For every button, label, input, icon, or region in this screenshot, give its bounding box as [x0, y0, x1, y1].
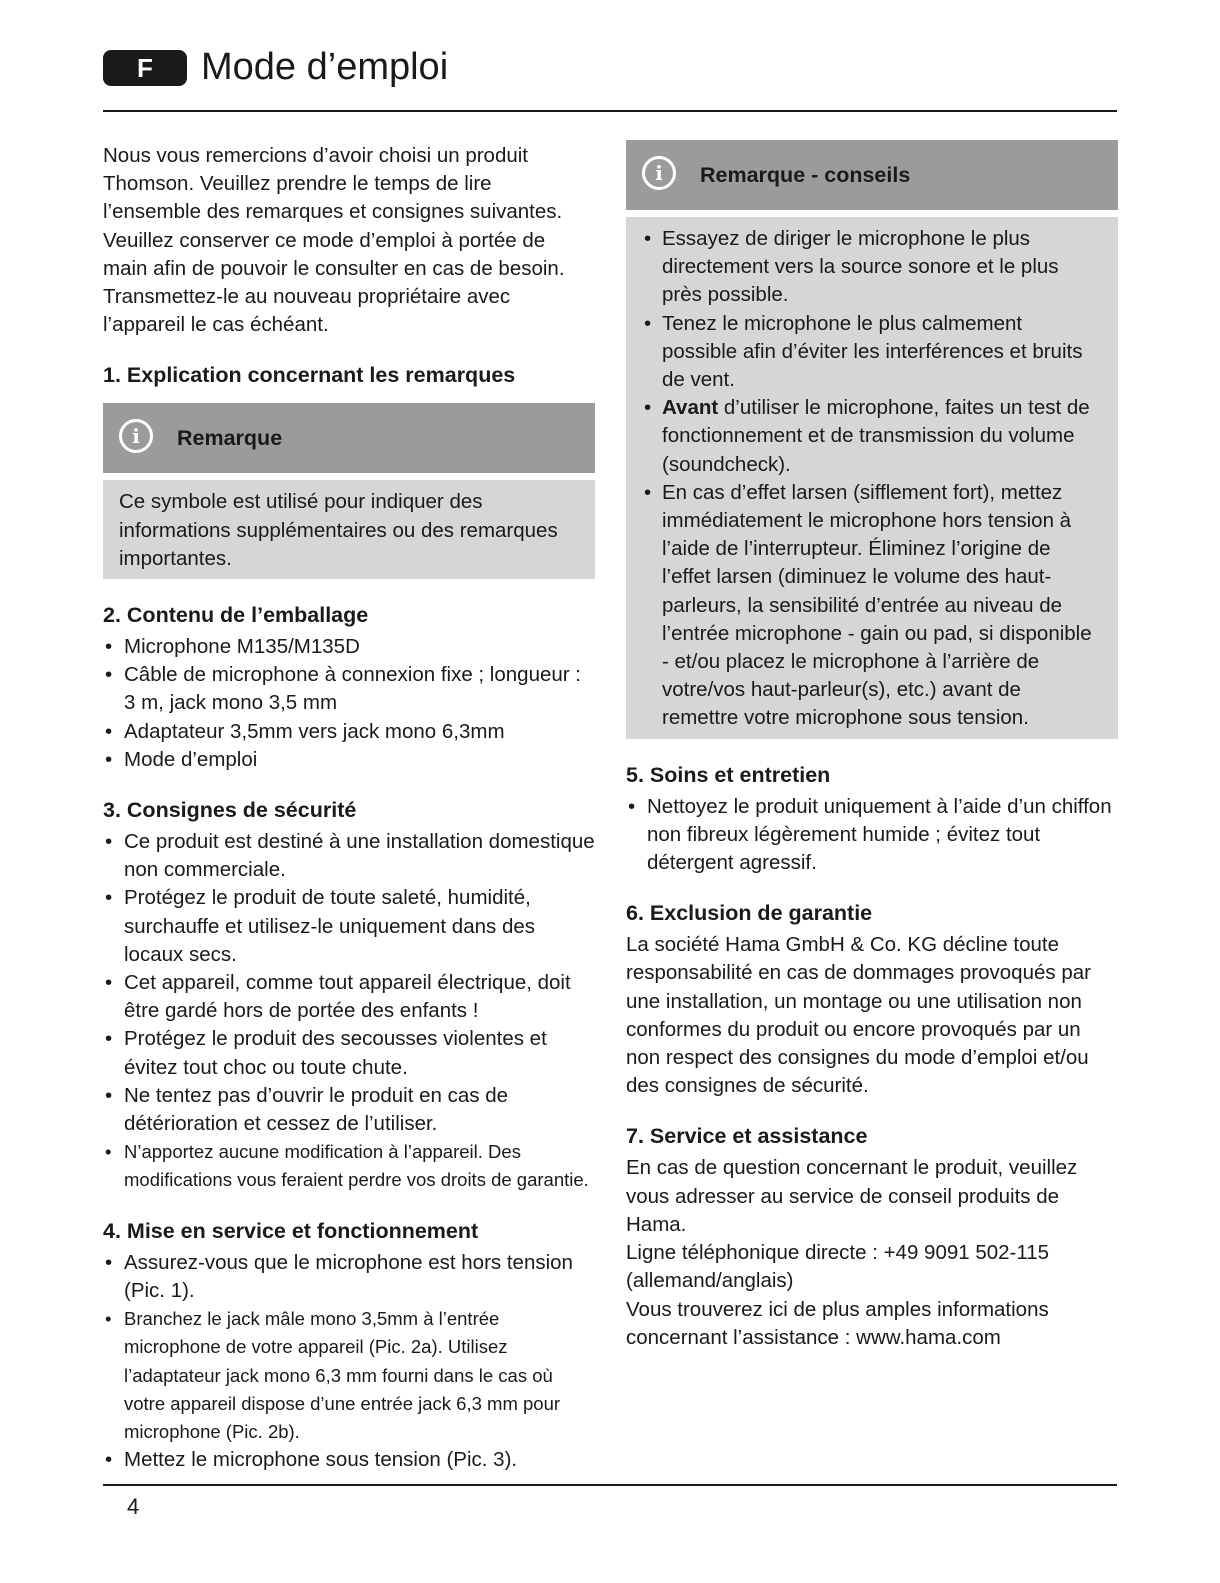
- support-text: Vous trouverez ici de plus amples informations concernant l’assistance : www.hama.com: [626, 1297, 1049, 1349]
- tips-body: [626, 217, 1118, 739]
- list-item: • Branchez le jack mâle mono 3,5mm à l’entrée microphone de votre appareil (Pic. 2a). Utilisez l’adaptateur jack mono 6,3 mm fourni dans le cas où votre appareil dispose d’une entrée jack 6,3 mm pour microphone (Pic. 2b).: [103, 1305, 595, 1446]
- warranty-text: La société Hama GmbH & Co. KG décline toute responsabilité en cas de dommages provoqués par une installation, un montage ou une utilisation non conformes du produit ou encore provoqués par un non respect des consignes du mode d’emploi et/ou des consignes de sécurité.: [626, 933, 1091, 1098]
- emphasis-text: Avant: [662, 396, 719, 420]
- section-7-heading: 7. Service et assistance: [626, 1124, 868, 1149]
- tips-list: [642, 225, 1102, 733]
- tips-box: [626, 140, 1118, 739]
- care-list: [626, 793, 1118, 878]
- section-6-heading: 6. Exclusion de garantie: [626, 901, 873, 926]
- list-item: • Nettoyez le produit uniquement à l’aide d’un chiffon non fibreux légèrement humide ; évitez tout détergent agressif.: [626, 793, 1118, 878]
- list-item: • Tenez le microphone le plus calmement possible afin d’éviter les interférences et bruits de vent.: [642, 310, 1102, 395]
- section-3-heading: 3. Consignes de sécurité: [103, 798, 357, 823]
- language-badge: F: [103, 50, 187, 86]
- package-contents-list: [103, 633, 595, 774]
- list-item: • N’apportez aucune modification à l’appareil. Des modifications vous feraient perdre vos droits de garantie.: [103, 1138, 595, 1194]
- section-5-heading: 5. Soins et entretien: [626, 762, 831, 787]
- right-column: [626, 140, 1118, 1352]
- list-item: • Microphone M135/M135D: [103, 633, 595, 661]
- note-header: [103, 403, 595, 473]
- tips-header: [626, 140, 1118, 210]
- intro-paragraph: Nous vous remercions d’avoir choisi un produit Thomson. Veuillez prendre le temps de lire l’ensemble des remarques et consignes suivantes. Veuillez conserver ce mode d’emploi à portée de main afin de pouvoir le consulter en cas de besoin. Transmettez-le au nouveau propriétaire avec l’appareil le cas échéant.: [103, 144, 565, 337]
- left-column: [103, 140, 595, 1474]
- info-icon: i: [642, 156, 676, 190]
- page-title: Mode d’emploi: [201, 46, 449, 88]
- list-item: • Protégez le produit de toute saleté, humidité, surchauffe et utilisez-le uniquement dans des locaux secs.: [103, 884, 595, 969]
- safety-list: [103, 828, 595, 1195]
- list-item: • Cet appareil, comme tout appareil électrique, doit être gardé hors de portée des enfants !: [103, 969, 595, 1025]
- page-number: 4: [127, 1494, 140, 1519]
- operation-list: [103, 1249, 595, 1475]
- section-1-heading: 1. Explication concernant les remarques: [103, 363, 516, 388]
- info-icon: i: [119, 419, 153, 453]
- footer-divider: [103, 1484, 1117, 1486]
- list-item: • Ce produit est destiné à une installation domestique non commerciale.: [103, 828, 595, 884]
- service-text: En cas de question concernant le produit, veuillez vous adresser au service de conseil produits de Hama.: [626, 1156, 1078, 1236]
- list-item-text: d’utiliser le microphone, faites un test de fonctionnement et de transmission du volume (soundcheck).: [662, 396, 1090, 476]
- tips-title: Remarque - conseils: [700, 163, 911, 187]
- list-item: • Assurez-vous que le microphone est hors tension (Pic. 1).: [103, 1249, 595, 1305]
- list-item: • Adaptateur 3,5mm vers jack mono 6,3mm: [103, 718, 595, 746]
- list-item: • Essayez de diriger le microphone le plus directement vers la source sonore et le plus près possible.: [642, 225, 1102, 310]
- list-item: • Câble de microphone à connexion fixe ; longueur : 3 m, jack mono 3,5 mm: [103, 661, 595, 717]
- note-body: [103, 480, 595, 579]
- section-4-heading: 4. Mise en service et fonctionnement: [103, 1218, 479, 1243]
- list-item: [642, 394, 1102, 479]
- note-box: [103, 403, 595, 579]
- note-title: Remarque: [177, 426, 283, 451]
- list-item: • En cas d’effet larsen (sifflement fort), mettez immédiatement le microphone hors tension à l’aide de l’interrupteur. Éliminez l’origine de l’effet larsen (diminuez le volume des haut-parleurs, la sensibilité d’entrée au niveau de l’entrée microphone - gain ou pad, si disponible - et/ou placez le microphone à l’arrière de votre/vos haut-parleur(s), etc.) avant de remettre votre microphone sous tension.: [642, 479, 1102, 733]
- section-2-heading: 2. Contenu de l’emballage: [103, 603, 369, 628]
- list-item: • Mettez le microphone sous tension (Pic. 3).: [103, 1446, 595, 1474]
- list-item: • Ne tentez pas d’ouvrir le produit en cas de détérioration et cessez de l’utiliser.: [103, 1082, 595, 1138]
- list-item: • Protégez le produit des secousses violentes et évitez tout choc ou toute chute.: [103, 1025, 595, 1081]
- hotline-text: Ligne téléphonique directe : +49 9091 502-115 (allemand/anglais): [626, 1241, 1050, 1293]
- note-text: Ce symbole est utilisé pour indiquer des informations supplémentaires ou des remarques importantes.: [119, 490, 558, 570]
- page-header: [103, 46, 1117, 112]
- list-item: • Mode d’emploi: [103, 746, 595, 774]
